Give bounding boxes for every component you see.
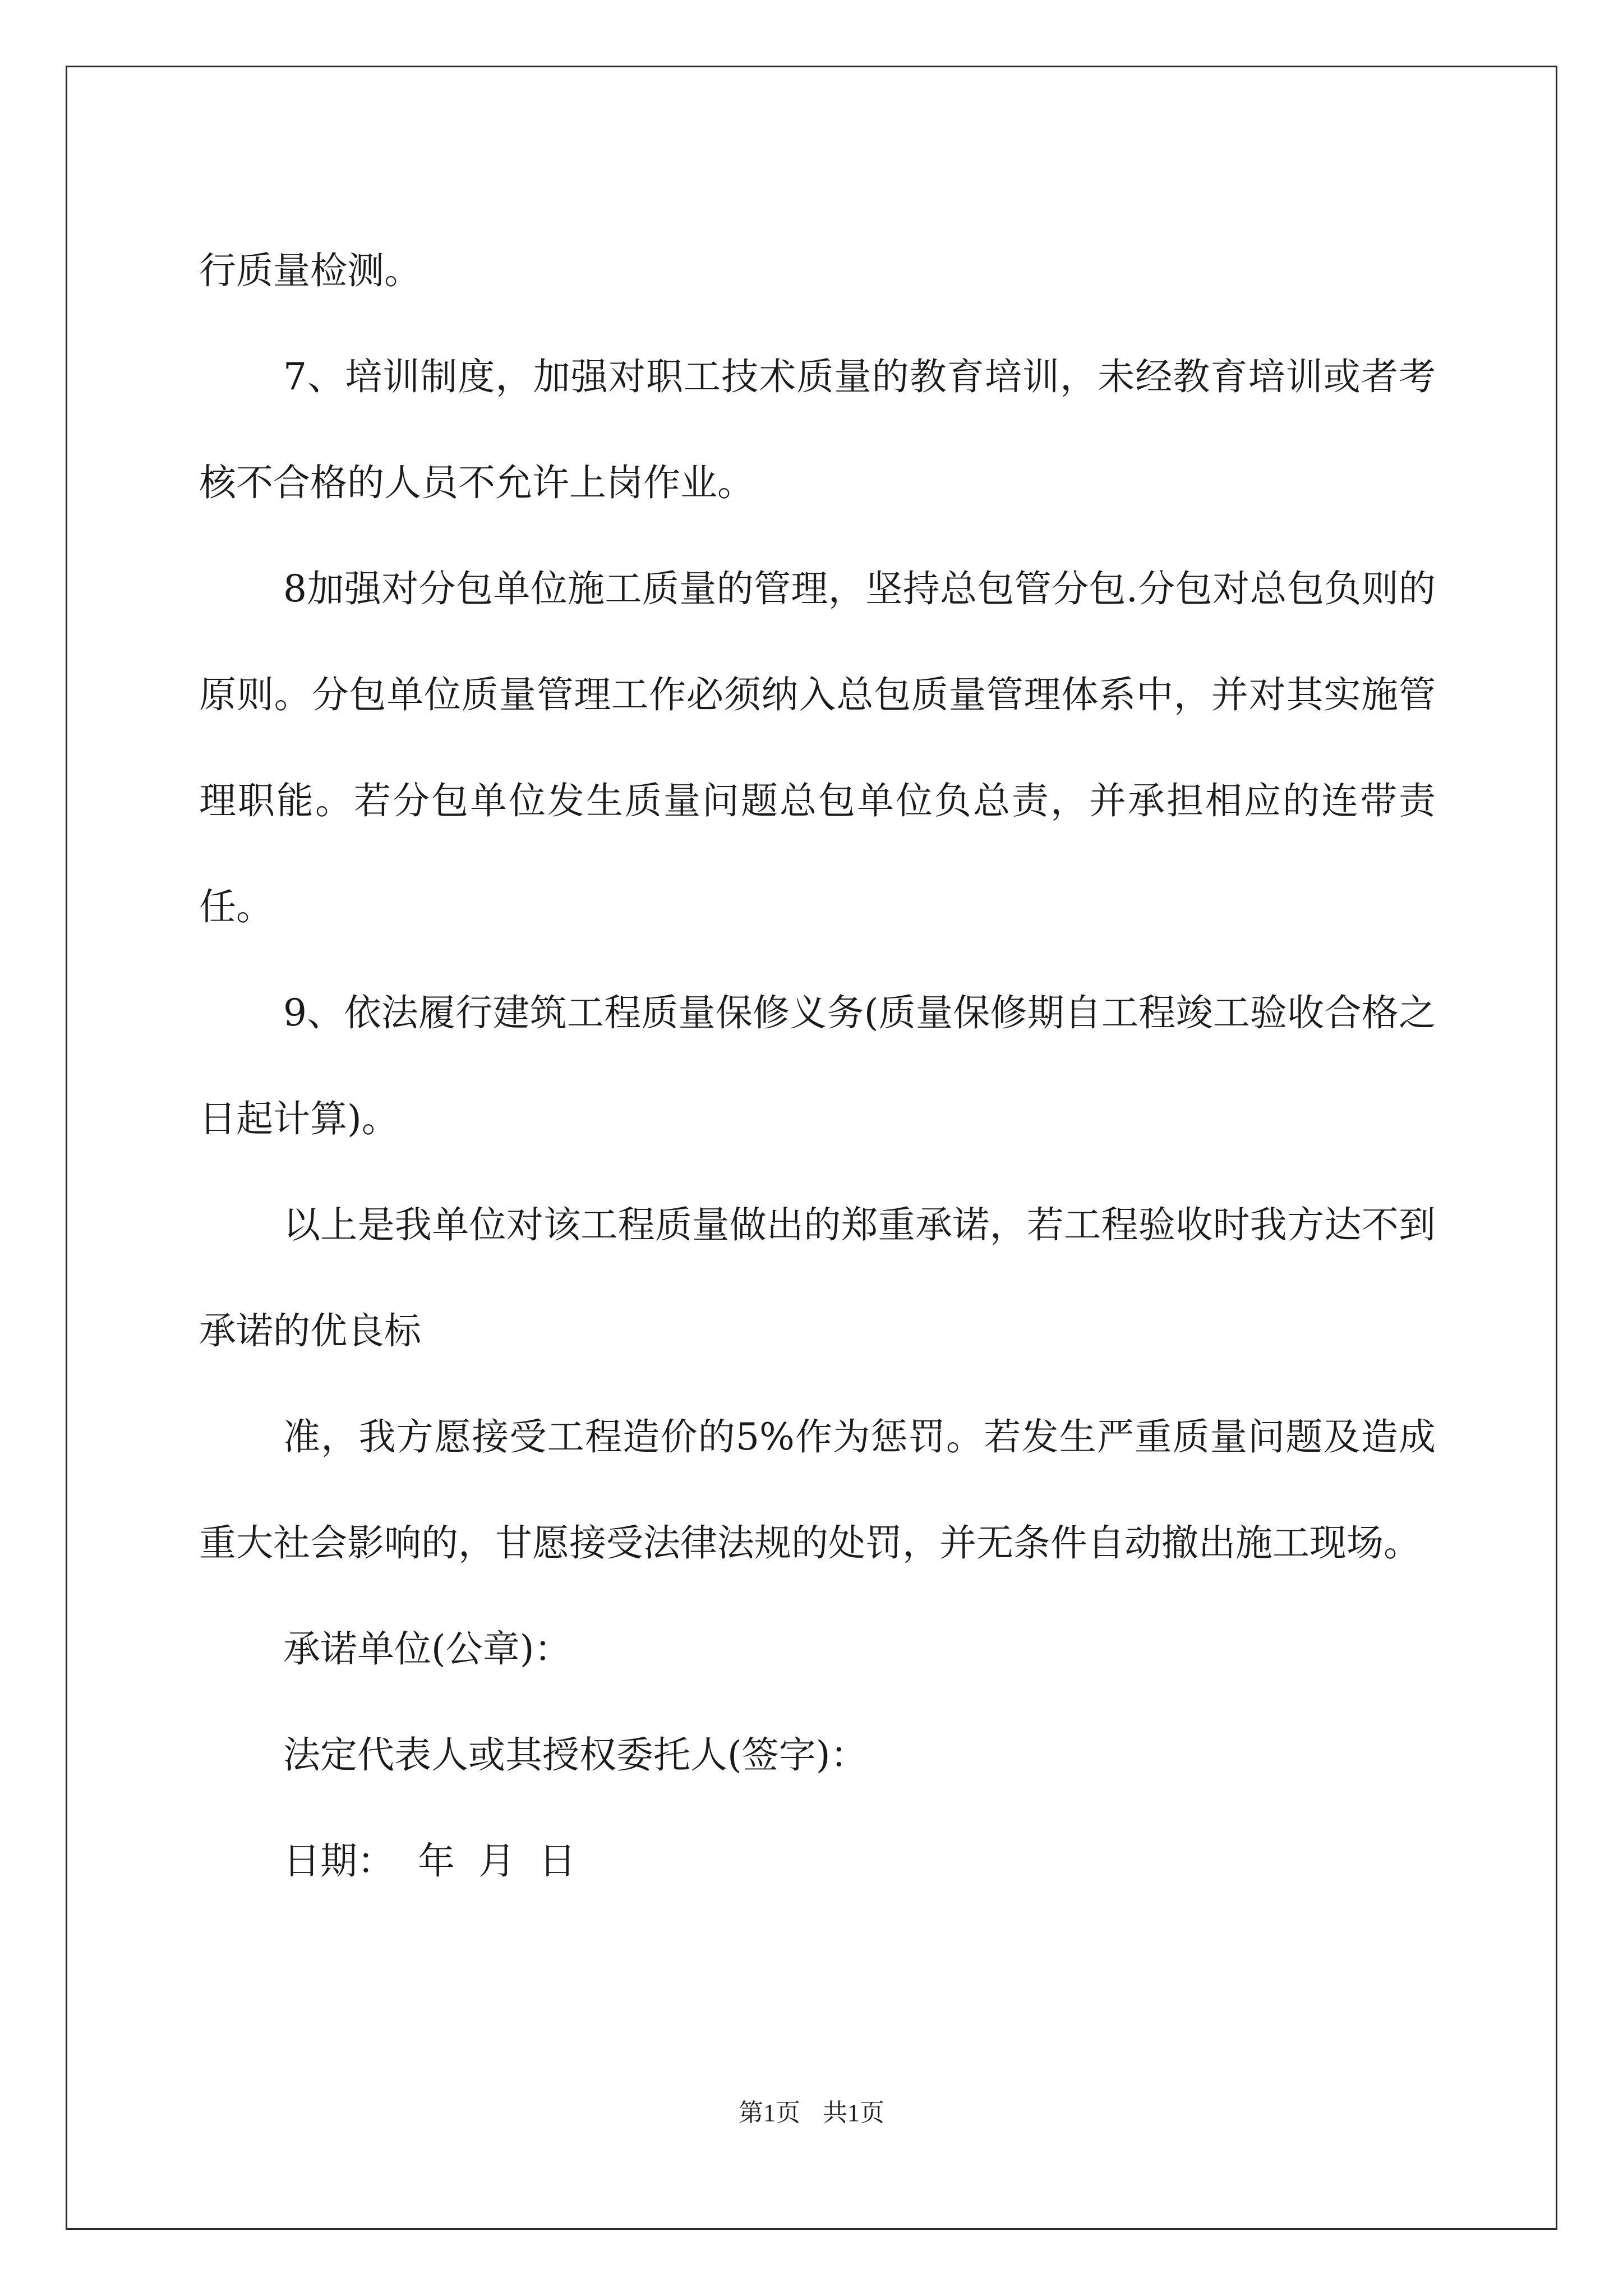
page-number-total: 共1页 [823,2099,884,2127]
paragraph-subcontract: 8加强对分包单位施工质量的管理，坚持总包管分包.分包对总包负则的原则。分包单位质量管理工作必须纳入总包质量管理体系中，并对其实施管理职能。若分包单位发生质量问题总包单位负总责，并承担相应的连带责任。 [199,567,1436,928]
paragraph-penalty: 准，我方愿接受工程造价的5%作为惩罚。若发生严重质量问题及造成重大社会影响的，甘愿接受法律法规的处罚，并无条件自动撤出施工现场。 [199,1415,1436,1565]
signature-unit-line: 承诺单位(公章)： [283,1627,571,1671]
paragraph-commitment: 以上是我单位对该工程质量做出的郑重承诺，若工程验收时我方达不到承诺的优良标 [199,1203,1436,1352]
signature-date-line: 日期： 年 月 日 [283,1839,576,1883]
paragraph-continuation: 行质量检测。 [199,249,421,292]
paragraph-training: 7、培训制度，加强对职工技术质量的教育培训，未经教育培训或者考核不合格的人员不允许上岗作业。 [199,355,1436,504]
document-body [199,218,1436,1914]
page-number-current: 第1页 [739,2099,800,2127]
page-footer [0,2092,1623,2128]
paragraph-warranty: 9、依法履行建筑工程质量保修义务(质量保修期自工程竣工验收合格之日起计算)。 [199,991,1436,1140]
signature-representative-line: 法定代表人或其授权委托人(签字)： [283,1733,868,1777]
